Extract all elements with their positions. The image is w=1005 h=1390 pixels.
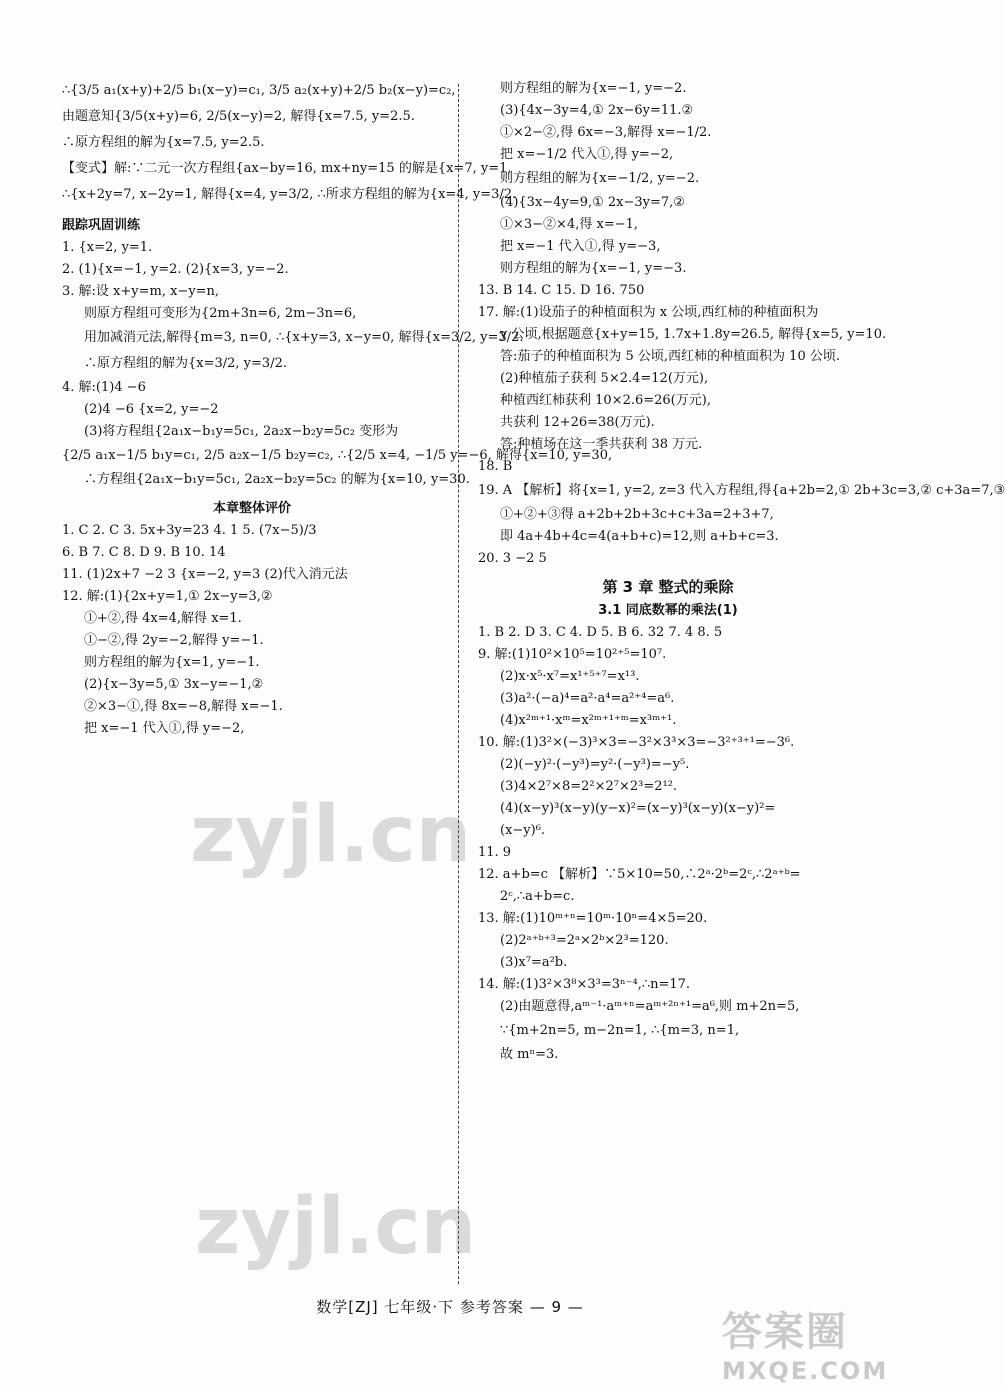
answer-line: ①×2−②,得 6x=−3,解得 x=−1/2.	[500, 125, 712, 140]
answer-line: 11. (1)2x+7 −2 3 {x=−2, y=3 (2)代入消元法	[62, 567, 348, 582]
chapter-title: 第 3 章 整式的乘除	[602, 578, 734, 596]
answer-line: 6. B 7. C 8. D 9. B 10. 14	[62, 545, 226, 560]
answer-line: ∴{3/5 a₁(x+y)+2/5 b₁(x−y)=c₁, 3/5 a₂(x+y)+2/5 b₂(x−y)=c₂,	[62, 83, 456, 98]
answer-line: 9. 解:(1)10²×10⁵=10²⁺⁵=10⁷.	[478, 647, 667, 662]
answer-line: 12. a+b=c 【解析】∵5×10=50,∴2ᵃ·2ᵇ=2ᶜ,∴2ᵃ⁺ᵇ=	[478, 867, 801, 882]
answer-line: 共获利 12+26=38(万元).	[500, 415, 655, 430]
answer-line: 则原方程组可变形为{2m+3n=6, 2m−3n=6,	[84, 306, 357, 321]
column-divider	[458, 84, 459, 1284]
answer-line: (2)4 −6 {x=2, y=−2	[84, 402, 219, 417]
answer-line: 13. 解:(1)10ᵐ⁺ⁿ=10ᵐ·10ⁿ=4×5=20.	[478, 911, 708, 926]
answer-line: 20. 3 −2 5	[478, 551, 547, 566]
answer-line: ∴原方程组的解为{x=3/2, y=3/2.	[84, 356, 287, 371]
answer-line: 答:茄子的种植面积为 5 公顷,西红柿的种植面积为 10 公顷.	[500, 349, 840, 364]
answer-line: 用加减消元法,解得{m=3, n=0, ∴{x+y=3, x−y=0, 解得{x=3/2, y=3/2.	[84, 330, 524, 345]
answer-line: 则方程组的解为{x=−1, y=−3.	[500, 261, 687, 276]
section-heading: 本章整体评价	[212, 501, 291, 516]
answer-line: 1. B 2. D 3. C 4. D 5. B 6. 32 7. 4 8. 5	[478, 625, 723, 640]
answer-line: 4. 解:(1)4 −6	[62, 380, 146, 395]
right-column	[478, 78, 1005, 1066]
answer-line: ∴方程组{2a₁x−b₁y=5c₁, 2a₂x−b₂y=5c₂ 的解为{x=10, y=30.	[84, 472, 470, 487]
answer-line: y 公顷,根据题意{x+y=15, 1.7x+1.8y=26.5, 解得{x=5, y=10.	[500, 327, 887, 342]
answer-line: 则方程组的解为{x=1, y=−1.	[84, 655, 260, 670]
answer-line: 故 mⁿ=3.	[500, 1047, 559, 1062]
answer-line: 14. 解:(1)3²×3⁸×3³=3ⁿ⁻⁴,∴n=17.	[478, 977, 691, 992]
answer-line: ∴原方程组的解为{x=7.5, y=2.5.	[62, 135, 265, 150]
answer-line: 1. {x=2, y=1.	[62, 240, 153, 255]
answer-line: (3)a²·(−a)⁴=a²·a⁴=a²⁺⁴=a⁶.	[500, 691, 675, 706]
answer-line: (3)4×2⁷×8=2²×2⁷×2³=2¹².	[500, 779, 678, 794]
answer-line: 3. 解:设 x+y=m, x−y=n,	[62, 284, 220, 299]
answer-line: 则方程组的解为{x=−1, y=−2.	[500, 81, 687, 96]
answer-line: ②×3−①,得 8x=−8,解得 x=−1.	[84, 699, 283, 714]
answer-line: (2)(−y)²·(−y³)=y²·(−y³)=−y⁵.	[500, 757, 690, 772]
answer-line: (3){4x−3y=4,① 2x−6y=11.②	[500, 103, 694, 118]
answer-line: 【变式】解:∵二元一次方程组{ax−by=16, mx+ny=15 的解是{x=7, y=1,	[62, 161, 512, 176]
answer-line: (4)(x−y)³(x−y)(y−x)²=(x−y)³(x−y)(x−y)²=	[500, 801, 776, 816]
answer-line: ①×3−②×4,得 x=−1,	[500, 217, 639, 232]
answer-line: 12. 解:(1){2x+y=1,① 2x−y=3,②	[62, 589, 273, 604]
section-title: 3.1 同底数幂的乘法(1)	[598, 603, 738, 618]
answer-line: (3)将方程组{2a₁x−b₁y=5c₁, 2a₂x−b₂y=5c₂ 变形为	[84, 424, 399, 439]
logo-url: MXQE.COM	[722, 1357, 889, 1385]
answer-line: 1. C 2. C 3. 5x+3y=23 4. 1 5. (7x−5)/3	[62, 523, 317, 538]
answer-line: ①+②+③得 a+2b+2b+3c+c+3a=2+3+7,	[500, 507, 774, 522]
answer-line: (2)种植茄子获利 5×2.4=12(万元),	[500, 371, 709, 386]
answer-line: 把 x=−1/2 代入①,得 y=−2,	[500, 147, 674, 162]
answer-line: 把 x=−1 代入①,得 y=−2,	[84, 721, 245, 736]
answer-line: (4)x²ᵐ⁺¹·xᵐ=x²ᵐ⁺¹⁺ᵐ=x³ᵐ⁺¹.	[500, 713, 677, 728]
answer-line: (2)2ᵃ⁺ᵇ⁺³=2ᵃ×2ᵇ×2³=120.	[500, 933, 669, 948]
answer-line: (3)x⁷=a²b.	[500, 955, 568, 970]
answer-line: ∵{m+2n=5, m−2n=1, ∴{m=3, n=1,	[500, 1023, 740, 1038]
answer-line: (x−y)⁶.	[500, 823, 546, 838]
answer-line: ①+②,得 4x=4,解得 x=1.	[84, 611, 242, 626]
answer-line: (2)x·x⁵·x⁷=x¹⁺⁵⁺⁷=x¹³.	[500, 669, 640, 684]
answer-line: ∴{x+2y=7, x−2y=1, 解得{x=4, y=3/2, ∴所求方程组的解为{x=4, y=3/2.	[62, 187, 517, 202]
answer-line: 19. A 【解析】将{x=1, y=2, z=3 代入方程组,得{a+2b=2,① 2b+3c=3,② c+3a=7,③	[478, 483, 1005, 498]
answer-line: 2. (1){x=−1, y=2. (2){x=3, y=−2.	[62, 262, 289, 277]
answer-line: 把 x=−1 代入①,得 y=−3,	[500, 239, 661, 254]
answer-line: 10. 解:(1)3²×(−3)³×3=−3²×3³×3=−3²⁺³⁺¹=−3⁶.	[478, 735, 795, 750]
watermark-text: zyjl.cn	[190, 790, 472, 880]
logo-title: 答案圈	[722, 1309, 848, 1355]
answer-line: 2ᶜ,∴a+b=c.	[500, 889, 575, 904]
answer-line: 即 4a+4b+4c=4(a+b+c)=12,则 a+b+c=3.	[500, 529, 779, 544]
answer-line: 18. B	[478, 459, 513, 474]
site-logo	[722, 1300, 892, 1386]
answer-line: (2){x−3y=5,① 3x−y=−1,②	[84, 677, 264, 692]
answer-line: 种植西红柿获利 10×2.6=26(万元),	[500, 393, 711, 408]
page-footer: 数学[ZJ] 七年级·下 参考答案 — 9 —	[316, 1298, 584, 1316]
answer-line: 13. B 14. C 15. D 16. 750	[478, 283, 645, 298]
answer-line: 11. 9	[478, 845, 512, 860]
answer-line: (4){3x−4y=9,① 2x−3y=7,②	[500, 195, 685, 210]
answer-line: 则方程组的解为{x=−1/2, y=−2.	[500, 171, 700, 186]
answer-line: 答:种植场在这一季共获利 38 万元.	[500, 437, 703, 452]
answer-line: ①−②,得 2y=−2,解得 y=−1.	[84, 633, 264, 648]
answer-line: {2/5 a₁x−1/5 b₁y=c₁, 2/5 a₂x−1/5 b₂y=c₂, ∴{2/5 x=4, −1/5 y=−6, 解得{x=10, y=30,	[62, 448, 613, 463]
section-heading: 跟踪巩固训练	[62, 218, 141, 233]
watermark-text: zyjl.cn	[195, 1182, 477, 1272]
answer-line: 由题意知{3/5(x+y)=6, 2/5(x−y)=2, 解得{x=7.5, y=2.5.	[62, 109, 415, 124]
answer-line: 17. 解:(1)设茄子的种植面积为 x 公顷,西红柿的种植面积为	[478, 305, 819, 320]
answer-line: (2)由题意得,aᵐ⁻¹·aᵐ⁺ⁿ=aᵐ⁺²ⁿ⁺¹=a⁶,则 m+2n=5,	[500, 999, 800, 1014]
